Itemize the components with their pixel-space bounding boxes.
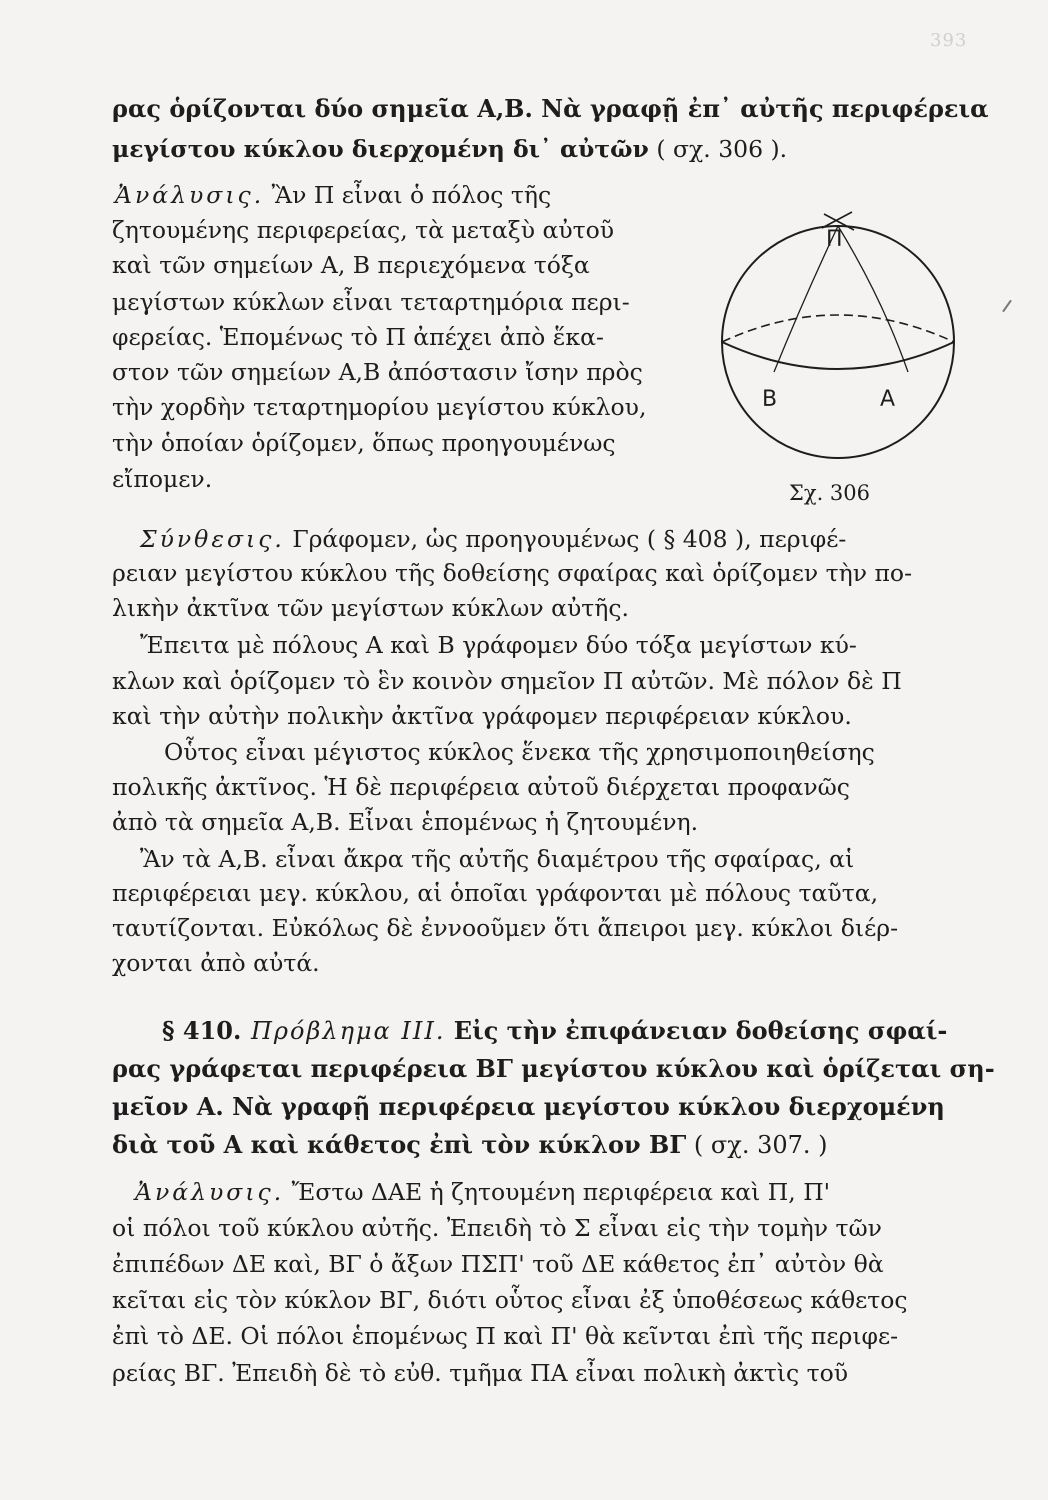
text-line-31: ἐπιπέδων ΔΕ καὶ, ΒΓ ὁ ἄξων ΠΣΠ' τοῦ ΔΕ κάθετος ἐπ᾽ αὐτὸν θὰ (112, 1250, 884, 1278)
text-line-02: μεγίστου κύκλου διερχομένη δι᾽ αὐτῶν ( σχ. 306 ). (112, 135, 788, 163)
text-line-14: λικὴν ἀκτῖνα τῶν μεγίστων κύκλων αὐτῆς. (112, 594, 629, 622)
figure-label-pole: Π (826, 227, 843, 252)
arc-to-a (838, 226, 908, 372)
text-line-33: ἐπὶ τὸ ΔΕ. Οἱ πόλοι ἑπομένως Π καὶ Π' θὰ κεῖνται ἐπὶ τῆς περιφε- (112, 1322, 899, 1350)
text-line-08: στον τῶν σημείων Α,Β ἀπόστασιν ἴσην πρὸς (112, 358, 643, 386)
text-line-27: μεῖον Α. Νὰ γραφῇ περιφέρεια μεγίστου κύκλου διερχομένη (112, 1092, 945, 1121)
text-line-11: εἴπομεν. (112, 465, 213, 493)
text-line-21: Ἂν τὰ Α,Β. εἶναι ἄκρα τῆς αὐτῆς διαμέτρου τῆς σφαίρας, αἱ (140, 845, 855, 873)
text-line-03: Ἀνάλυσις. Ἂν Π εἶναι ὁ πόλος τῆς (115, 181, 552, 209)
text-line-05: καὶ τῶν σημείων Α, Β περιεχόμενα τόξα (112, 251, 590, 279)
text-line-16: κλων καὶ ὁρίζομεν τὸ ἓν κοινὸν σημεῖον Π αὐτῶν. Μὲ πόλον δὲ Π (112, 667, 902, 695)
text-line-26: ρας γράφεται περιφέρεια ΒΓ μεγίστου κύκλου καὶ ὁρίζεται ση- (112, 1054, 995, 1083)
great-circle-back (722, 315, 954, 342)
text-line-24: χονται ἀπὸ αὐτά. (112, 949, 320, 977)
sphere-outline (722, 226, 954, 458)
text-line-30: οἱ πόλοι τοῦ κύκλου αὐτῆς. Ἐπειδὴ τὸ Σ εἶναι εἰς τὴν τομὴν τῶν (112, 1214, 882, 1242)
figure-label-a: Α (880, 387, 896, 412)
figure-label-b: Β (762, 387, 778, 412)
text-line-01: ρας ὁρίζονται δύο σημεῖα Α,Β. Νὰ γραφῇ ἐπ᾽ αὐτῆς περιφέρεια (112, 94, 989, 123)
text-line-17: καὶ τὴν αὐτὴν πολικὴν ἀκτῖνα γράφομεν περιφέρειαν κύκλου. (112, 702, 852, 730)
text-line-09: τὴν χορδὴν τεταρτημορίου μεγίστου κύκλου, (112, 393, 647, 421)
text-line-32: κεῖται εἰς τὸν κύκλον ΒΓ, διότι οὗτος εἶναι ἐξ ὑποθέσεως κάθετος (112, 1286, 908, 1314)
text-line-23: ταυτίζονται. Εὐκόλως δὲ ἐννοοῦμεν ὅτι ἄπειροι μεγ. κύκλοι διέρ- (112, 914, 899, 942)
text-line-18: Οὗτος εἶναι μέγιστος κύκλος ἕνεκα τῆς χρησιμοποιηθείσης (164, 738, 875, 766)
page-number: 393 (930, 30, 968, 51)
text-line-20: ἀπὸ τὰ σημεῖα Α,Β. Εἶναι ἑπομένως ἡ ζητουμένη. (112, 808, 699, 836)
text-line-10: τὴν ὁποίαν ὁρίζομεν, ὅπως προηγουμένως (112, 429, 616, 457)
text-line-29: Ἀνάλυσις. Ἔστω ΔΑΕ ἡ ζητουμένη περιφέρεια καὶ Π, Π' (135, 1178, 831, 1206)
figure-caption: Σχ. 306 (789, 481, 871, 505)
text-line-13: ρειαν μεγίστου κύκλου τῆς δοθείσης σφαίρας καὶ ὁρίζομεν τὴν πο- (112, 559, 913, 587)
text-line-28: διὰ τοῦ Α καὶ κάθετος ἐπὶ τὸν κύκλον ΒΓ ( σχ. 307. ) (112, 1130, 828, 1159)
text-line-25: § 410. Πρόβλημα ΙΙΙ. Εἰς τὴν ἐπιφάνειαν δοθείσης σφαί- (162, 1016, 948, 1045)
great-circle-front (722, 342, 954, 369)
stray-mark (1002, 300, 1012, 313)
text-line-06: μεγίστων κύκλων εἶναι τεταρτημόρια περι- (112, 288, 630, 316)
text-line-22: περιφέρειαι μεγ. κύκλου, αἱ ὁποῖαι γράφονται μὲ πόλους ταῦτα, (112, 879, 879, 907)
sphere-figure (712, 196, 964, 466)
text-line-07: φερείας. Ἑπομένως τὸ Π ἀπέχει ἀπὸ ἕκα- (112, 323, 604, 351)
text-line-19: πολικῆς ἀκτῖνος. Ἡ δὲ περιφέρεια αὐτοῦ διέρχεται προφανῶς (112, 773, 850, 801)
text-line-15: Ἔπειτα μὲ πόλους Α καὶ Β γράφομεν δύο τόξα μεγίστων κύ- (140, 631, 857, 659)
text-line-04: ζητουμένης περιφερείας, τὰ μεταξὺ αὐτοῦ (112, 216, 615, 244)
text-line-12: Σύνθεσις. Γράφομεν, ὡς προηγουμένως ( § 408 ), περιφέ- (140, 525, 847, 553)
text-line-34: ρείας ΒΓ. Ἐπειδὴ δὲ τὸ εὐθ. τμῆμα ΠΑ εἶναι πολικὴ ἀκτὶς τοῦ (112, 1359, 849, 1387)
